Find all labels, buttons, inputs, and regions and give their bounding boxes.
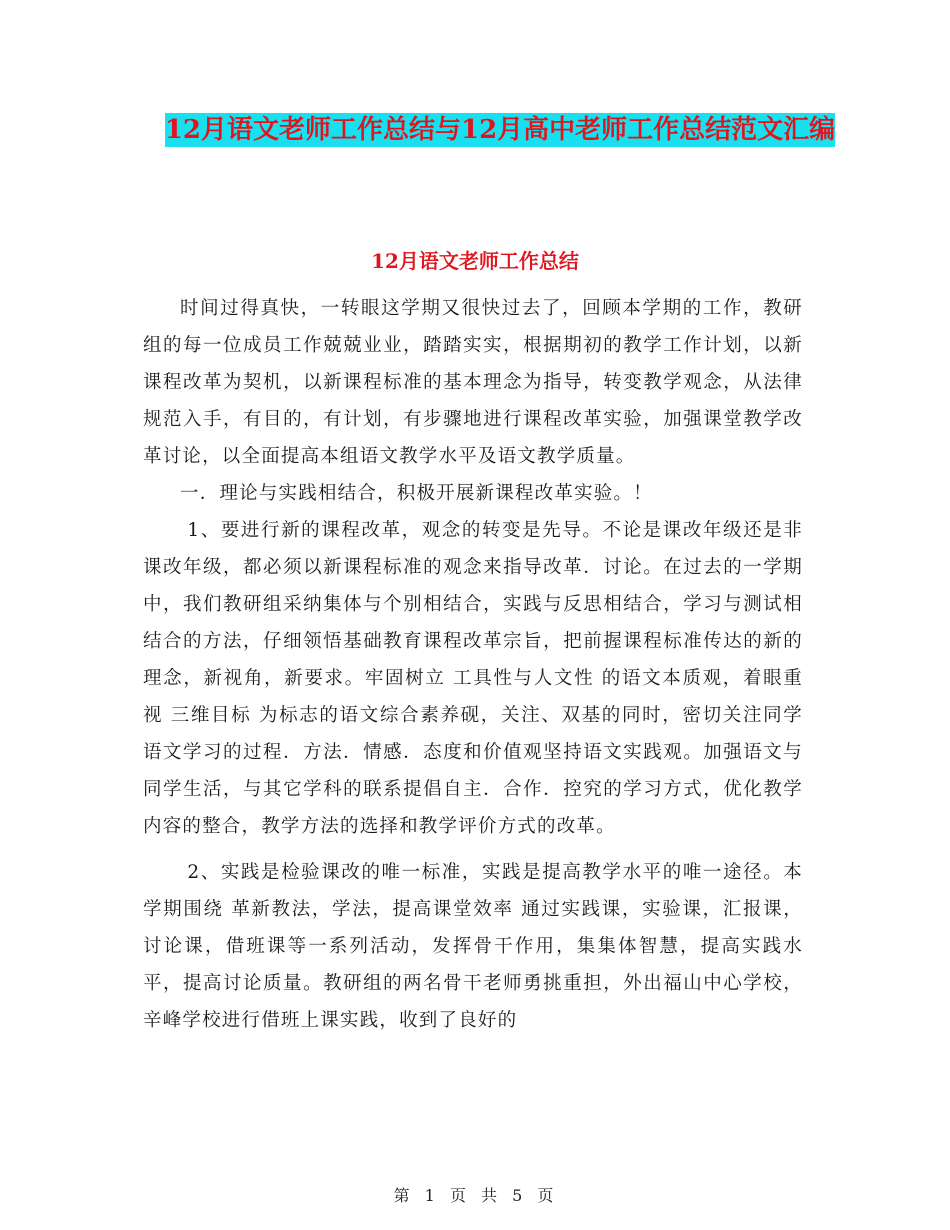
paragraph-heading-1: 一．理论与实践相结合，积极开展新课程改革实验。！ — [180, 483, 653, 504]
document-title-text: 12月语文老师工作总结与12月高中老师工作总结范文汇编 — [164, 115, 836, 145]
paragraph-point-1: 1、要进行新的课程改革，观念的转变是先导。不论是课改年级还是非课改年级，都必须以新课程标准的观念来指导改革．讨论。在过去的一学期中，我们教研组采纳集体与个别相结合，实践与反思相结合，学习与测试相结合的方法，仔细领悟基础教育课程改革宗旨，把前握课程标准传达的新的理念，新视角，新要求。牢固树立 工具性与人文性 的语文本质观，着眼重视 三维目标 为标志的语文综合素养砚，关注、双基的同时，密切关注同学语文学习的过程．方法．情感．态度和价值观坚持语文实践观。加强语文与同学生活，与其它学科的联系提倡自主．合作．控究的学习方式，优化教学内容的整合，教学方法的选择和教学评价方式的改革。 — [143, 520, 803, 837]
section-title: 12月语文老师工作总结 — [371, 249, 579, 273]
page-footer: 第 1 页 共 5 页 — [393, 1186, 557, 1205]
paragraph-intro: 时间过得真快，一转眼这学期又很快过去了，回顾本学期的工作，教研组的每一位成员工作兢兢业业，踏踏实实，根据期初的教学工作计划，以新课程改革为契机，以新课程标准的基本理念为指导，转变教学观念，从法律规范入手，有目的，有计划，有步骤地进行课程改革实验，加强课堂教学改革讨论，以全面提高本组语文教学水平及语文教学质量。 — [143, 298, 803, 467]
document-title — [140, 108, 860, 152]
document-body — [143, 290, 803, 1039]
paragraph-point-2: 2、实践是检验课改的唯一标准，实践是提高教学水平的唯一途径。本学期围绕 革新教法，学法，提高课堂效率 通过实践课，实验课，汇报课，讨论课，借班课等一系列活动，发挥骨干作用，集集体智慧，提高实践水平，提高讨论质量。教研组的两名骨干老师勇挑重担，外出福山中心学校，辛峰学校进行借班上课实践，收到了良好的 — [143, 862, 803, 1031]
